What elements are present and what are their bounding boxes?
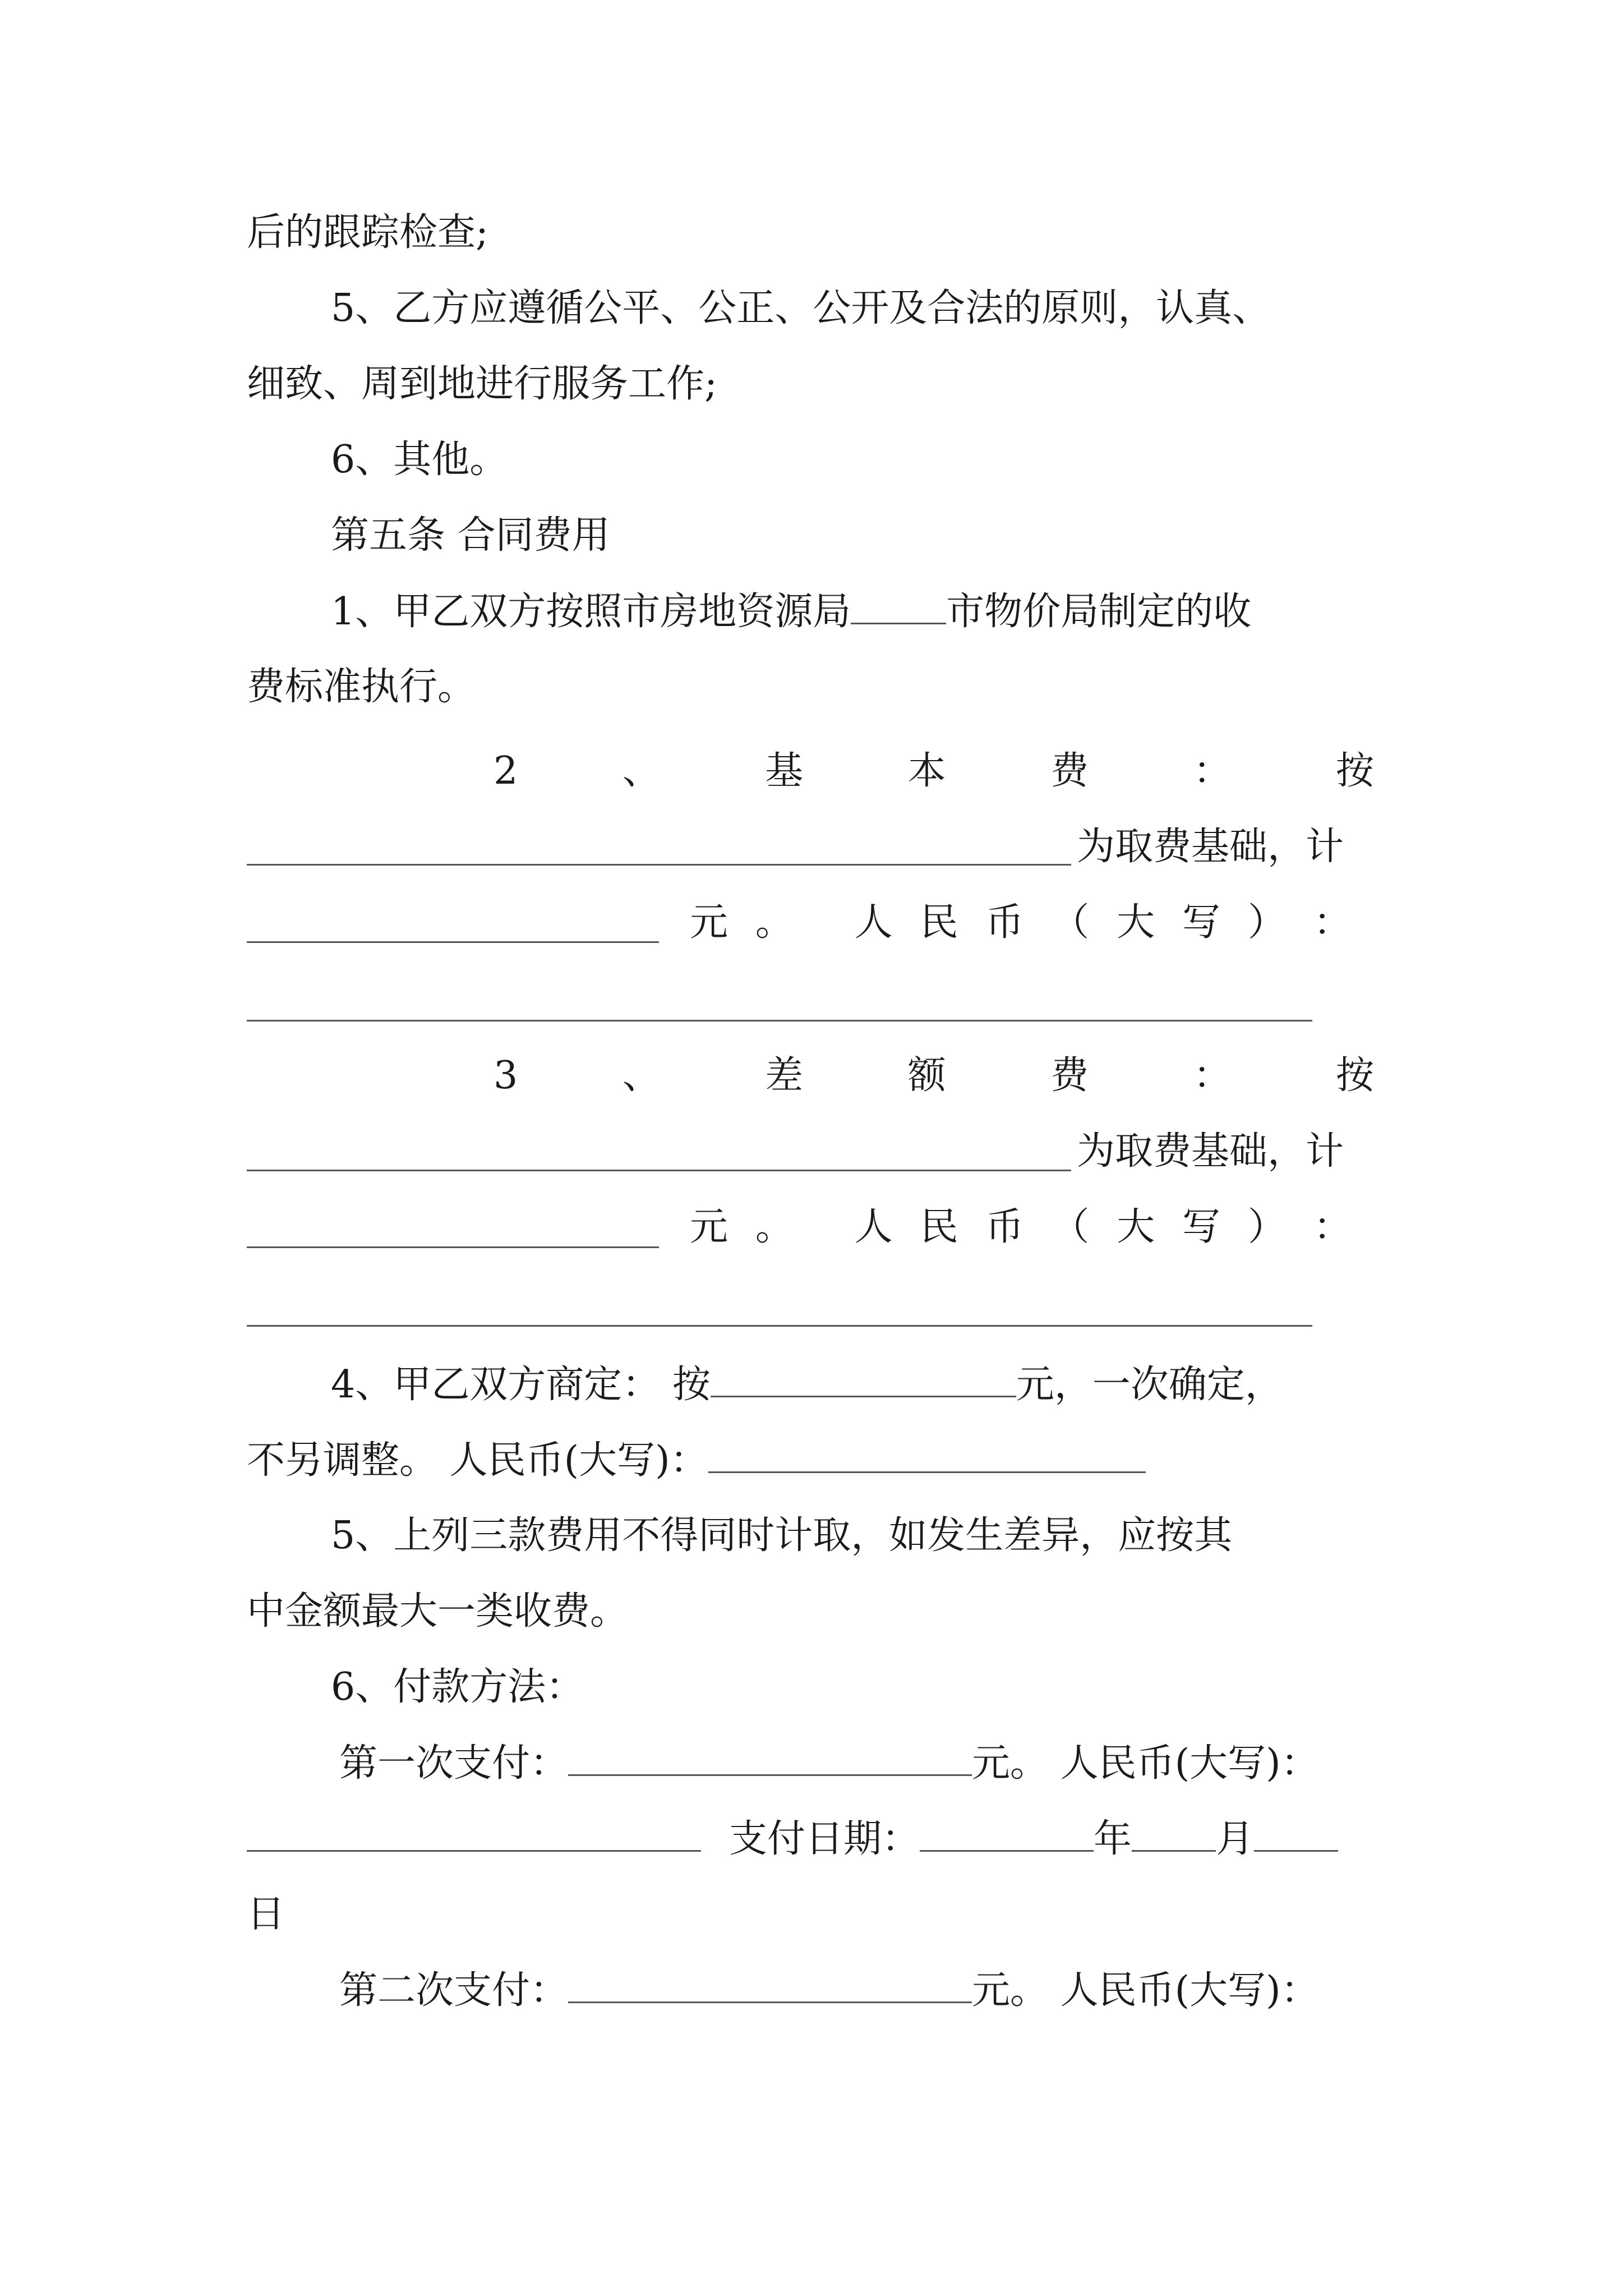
text-line xyxy=(339,1735,1319,1792)
char: 。 xyxy=(755,900,794,945)
text-line: 中金额最大一类收费。 xyxy=(247,1589,629,1634)
char: ： xyxy=(1313,1205,1352,1249)
rmb-line xyxy=(690,1199,1352,1255)
char: 人 xyxy=(854,1205,893,1249)
char: 人 xyxy=(854,900,893,945)
text-span: 年 xyxy=(1094,1817,1132,1861)
char: ： xyxy=(1193,749,1232,793)
text-span: 第二次支付： xyxy=(339,1968,569,2013)
char: ） xyxy=(1248,900,1287,945)
fill-blank[interactable] xyxy=(247,1325,1312,1327)
char: 元 xyxy=(690,900,728,945)
char: ： xyxy=(1313,900,1352,945)
text-span: 第一次支付： xyxy=(339,1741,569,1786)
text-line: 日 xyxy=(247,1892,285,1936)
char: 费 xyxy=(1050,1053,1089,1098)
rmb-line xyxy=(690,895,1352,951)
char: 写 xyxy=(1182,1205,1221,1249)
char: ） xyxy=(1248,1205,1287,1249)
fill-blank[interactable] xyxy=(711,1356,1016,1397)
text-line: 5、上列三款费用不得同时计取，如发生差异，应按其 xyxy=(331,1513,1233,1558)
text-span: 不另调整。 人民币(大写)： xyxy=(247,1438,708,1483)
char: 、 xyxy=(622,749,661,793)
text-line: 细致、周到地进行服务工作; xyxy=(247,362,717,406)
text-span: 月 xyxy=(1216,1817,1255,1861)
text-line: 为取费基础，计 xyxy=(1077,1129,1344,1174)
char: 民 xyxy=(920,1205,958,1249)
fill-blank[interactable] xyxy=(247,864,1071,866)
text-span: 元。 人民币(大写)： xyxy=(972,1968,1319,2013)
fill-blank[interactable] xyxy=(247,1246,659,1248)
char: 、 xyxy=(622,1053,661,1098)
text-span: 1、甲乙双方按照市房地资源局 xyxy=(331,590,851,634)
char: 。 xyxy=(755,1205,794,1249)
text-line: 为取费基础，计 xyxy=(1077,825,1344,869)
fill-blank[interactable] xyxy=(920,1811,1094,1852)
text-line xyxy=(331,1356,1283,1413)
char: 按 xyxy=(1335,1053,1374,1098)
fill-blank[interactable] xyxy=(568,1962,972,2003)
text-line xyxy=(247,1811,1338,1867)
text-line: 5、乙方应遵循公平、公正、公开及合法的原则，认真、 xyxy=(331,286,1271,330)
char: 差 xyxy=(765,1053,804,1098)
fill-blank[interactable] xyxy=(247,1811,701,1852)
fill-blank[interactable] xyxy=(247,1170,1071,1171)
char: 3 xyxy=(494,1053,518,1098)
char: ： xyxy=(1193,1053,1232,1098)
section-heading: 第五条 合同费用 xyxy=(331,513,610,558)
char: 本 xyxy=(907,749,946,793)
fee-item-2 xyxy=(494,743,1374,799)
fill-blank[interactable] xyxy=(851,583,946,624)
text-line: 后的跟踪检查; xyxy=(247,210,488,255)
text-line: 6、付款方法： xyxy=(331,1665,584,1709)
char: 民 xyxy=(920,900,958,945)
fill-blank[interactable] xyxy=(1254,1811,1338,1852)
text-line xyxy=(331,583,1251,640)
char: 费 xyxy=(1050,749,1089,793)
text-span: 市物价局制定的收 xyxy=(946,590,1252,634)
char: 大 xyxy=(1117,1205,1155,1249)
char: 币 xyxy=(985,1205,1024,1249)
fill-blank[interactable] xyxy=(1132,1811,1216,1852)
char: 2 xyxy=(494,749,518,793)
fill-blank[interactable] xyxy=(708,1432,1146,1473)
text-line xyxy=(247,1432,1146,1489)
text-span: 元，一次确定， xyxy=(1016,1363,1283,1407)
char: （ xyxy=(1051,1205,1090,1249)
char: 币 xyxy=(985,900,1024,945)
fill-blank[interactable] xyxy=(568,1735,972,1776)
char: （ xyxy=(1051,900,1090,945)
char: 大 xyxy=(1117,900,1155,945)
text-line: 6、其他。 xyxy=(331,438,508,482)
char: 按 xyxy=(1335,749,1374,793)
char: 元 xyxy=(690,1205,728,1249)
text-span: 元。 人民币(大写)： xyxy=(972,1741,1319,1786)
char: 基 xyxy=(765,749,804,793)
text-span: 支付日期： xyxy=(729,1817,920,1861)
text-line xyxy=(339,1962,1319,2019)
char: 额 xyxy=(907,1053,946,1098)
fee-item-3 xyxy=(494,1048,1374,1104)
fill-blank[interactable] xyxy=(247,941,659,943)
fill-blank[interactable] xyxy=(247,1020,1312,1022)
text-span: 4、甲乙双方商定： 按 xyxy=(331,1363,711,1407)
char: 写 xyxy=(1182,900,1221,945)
text-line: 费标准执行。 xyxy=(247,665,476,709)
